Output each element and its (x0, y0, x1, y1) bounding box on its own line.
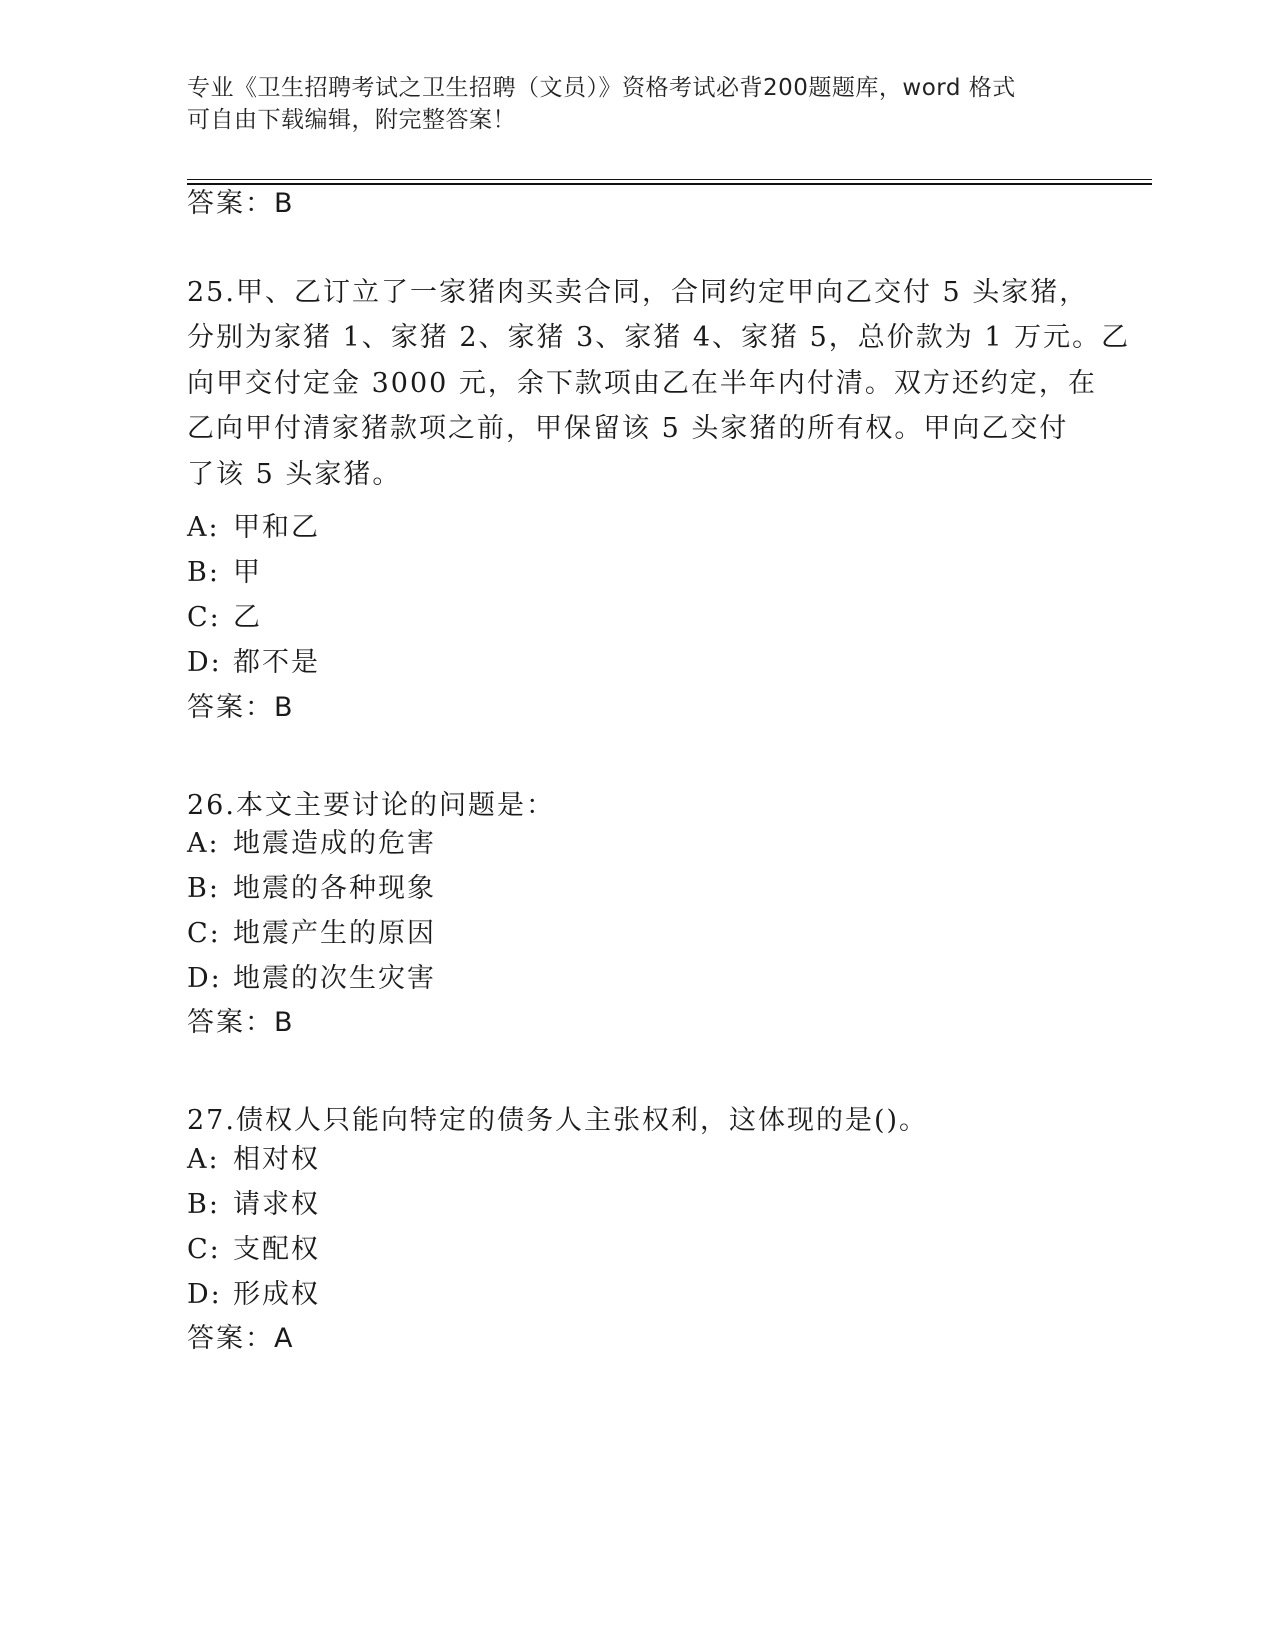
question-26-stem (187, 783, 1087, 828)
question-26-option-b (187, 872, 436, 906)
question-27-option-b (187, 1188, 320, 1222)
question-25-option-b (187, 556, 262, 590)
option-letter: A: (187, 828, 220, 859)
question-25-answer: 答案：B (187, 692, 295, 723)
question-25-option-d (187, 646, 320, 680)
option-letter: D: (187, 1279, 222, 1310)
option-text: 地震的各种现象 (233, 873, 436, 904)
option-letter: D: (187, 647, 222, 678)
option-text: 甲 (233, 557, 262, 588)
option-text: 地震造成的危害 (233, 828, 436, 859)
option-text: 形成权 (233, 1279, 320, 1310)
option-text: 地震的次生灾害 (233, 963, 436, 994)
question-25-option-a (187, 511, 320, 545)
question-25-stem (187, 270, 1131, 497)
stem-line: 了该 5 头家猪。 (187, 458, 402, 490)
question-26-option-a (187, 827, 436, 861)
stem-line: 27.债权人只能向特定的债务人主张权利，这体现的是()。 (187, 1105, 929, 1136)
option-letter: B: (187, 873, 220, 904)
option-text: 都不是 (233, 647, 320, 678)
option-text: 支配权 (233, 1234, 320, 1265)
stem-line: 分别为家猪 1、家猪 2、家猪 3、家猪 4、家猪 5，总价款为 1 万元。乙 (187, 322, 1131, 354)
stem-line: 25.甲、乙订立了一家猪肉买卖合同，合同约定甲向乙交付 5 头家猪， (187, 277, 1089, 308)
option-letter: C: (187, 1234, 221, 1265)
header-divider-thin (187, 179, 1152, 180)
stem-line: 乙向甲付清家猪款项之前，甲保留该 5 头家猪的所有权。甲向乙交付 (187, 413, 1069, 445)
stem-line: 向甲交付定金 3000 元，余下款项由乙在半年内付清。双方还约定，在 (187, 367, 1097, 399)
option-text: 甲和乙 (233, 512, 320, 543)
option-text: 相对权 (233, 1144, 320, 1175)
question-27-option-a (187, 1143, 320, 1177)
option-letter: B: (187, 557, 220, 588)
option-text: 乙 (233, 602, 262, 633)
stem-line: 26.本文主要讨论的问题是： (187, 790, 555, 821)
header-divider-thick (187, 183, 1152, 185)
option-text: 地震产生的原因 (233, 918, 436, 949)
option-letter: A: (187, 1144, 220, 1175)
option-letter: D: (187, 963, 222, 994)
option-letter: A: (187, 512, 220, 543)
question-26-option-c (187, 917, 436, 951)
option-text: 请求权 (233, 1189, 320, 1220)
question-27-option-c (187, 1233, 320, 1267)
option-letter: B: (187, 1189, 220, 1220)
document-header (187, 72, 1087, 136)
question-27-answer: 答案：A (187, 1323, 295, 1354)
question-27-stem (187, 1098, 1087, 1143)
question-26-option-d (187, 962, 436, 996)
question-27-option-d (187, 1278, 320, 1312)
previous-answer: 答案：B (187, 188, 295, 219)
option-letter: C: (187, 918, 221, 949)
header-line-2: 可自由下载编辑，附完整答案！ (187, 107, 516, 133)
question-25-option-c (187, 601, 262, 635)
header-line-1: 专业《卫生招聘考试之卫生招聘（文员）》资格考试必背200题题库，word 格式 (187, 75, 1016, 101)
question-26-answer: 答案：B (187, 1007, 295, 1038)
option-letter: C: (187, 602, 221, 633)
